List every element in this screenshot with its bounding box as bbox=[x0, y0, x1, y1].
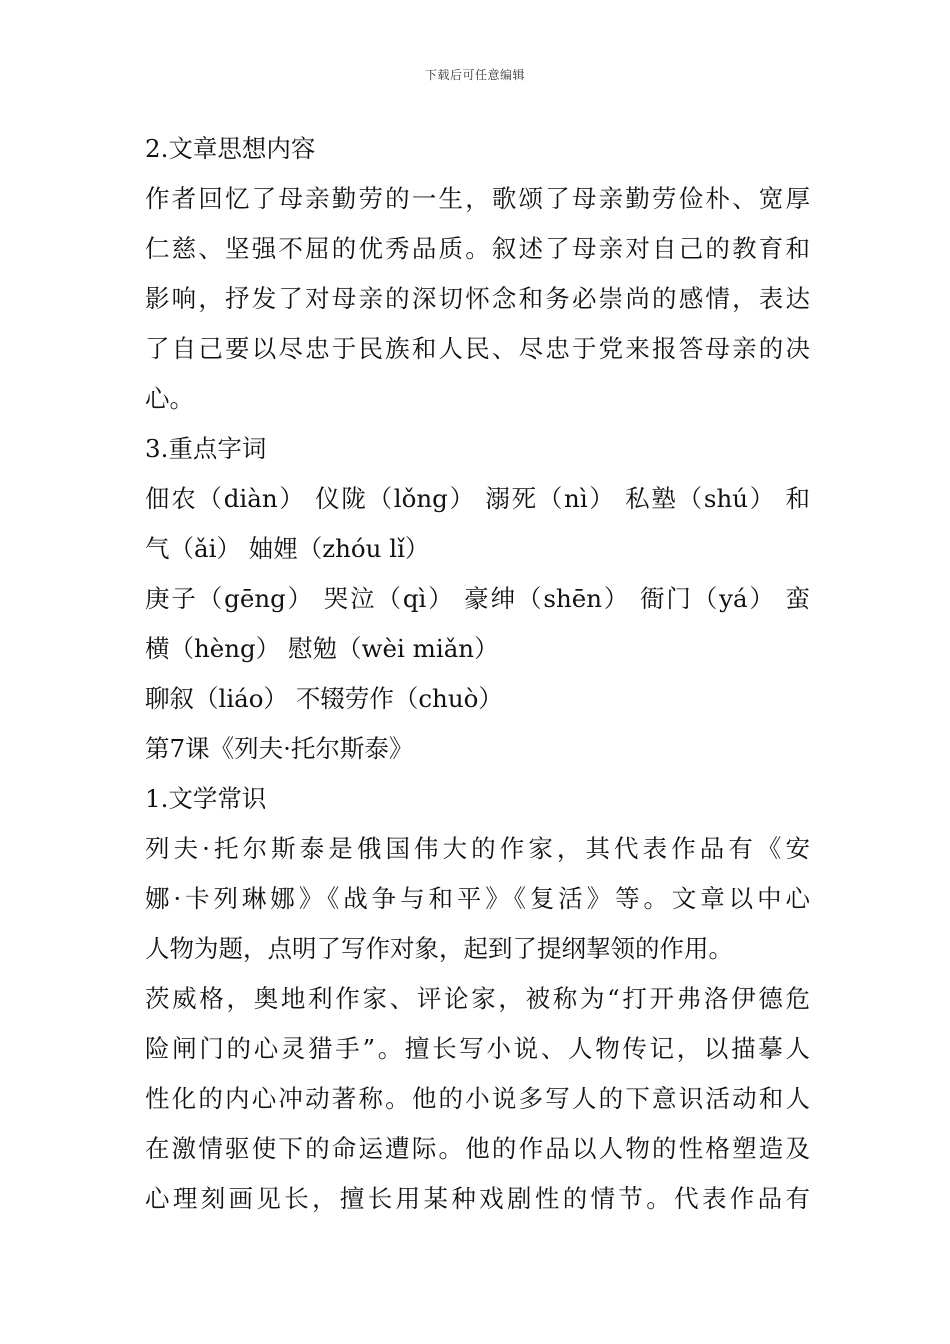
page-header: 下载后可任意编辑 bbox=[424, 68, 525, 82]
paragraph-line: 影响，抒发了对母亲的深切怀念和务必崇尚的感情，表达 bbox=[145, 284, 810, 313]
paragraph-line: 仁慈、坚强不屈的优秀品质。叙述了母亲对自己的教育和 bbox=[145, 234, 810, 263]
vocabulary-line: 聊叙（liáo） 不辍劳作（chuò） bbox=[145, 684, 503, 713]
paragraph-line: 列夫·托尔斯泰是俄国伟大的作家，其代表作品有《安 bbox=[145, 834, 810, 863]
paragraph-line: 心理刻画见长，擅长用某种戏剧性的情节。代表作品有 bbox=[145, 1184, 810, 1213]
document-body bbox=[145, 124, 810, 1224]
paragraph-line: 人物为题，点明了写作对象，起到了提纲挈领的作用。 bbox=[145, 934, 733, 963]
paragraph-line: 了自己要以尽忠于民族和人民、尽忠于党来报答母亲的决 bbox=[145, 334, 810, 363]
paragraph-line: 作者回忆了母亲勤劳的一生，歌颂了母亲勤劳俭朴、宽厚 bbox=[145, 184, 810, 213]
paragraph-line: 性化的内心冲动著称。他的小说多写人的下意识活动和人 bbox=[145, 1084, 810, 1113]
vocabulary-line: 气（ǎi） 妯娌（zhóu lǐ） bbox=[145, 534, 430, 563]
section-heading-literature: 1.文学常识 bbox=[145, 784, 267, 813]
paragraph-line: 险闸门的心灵猎手”。擅长写小说、人物传记，以描摹人 bbox=[145, 1034, 810, 1063]
vocabulary-line: 庚子（gēng） 哭泣（qì） 豪绅（shēn） 衙门（yá） 蛮 bbox=[145, 584, 810, 613]
paragraph-line: 茨威格，奥地利作家、评论家，被称为“打开弗洛伊德危 bbox=[145, 984, 810, 1013]
section-heading-content: 2.文章思想内容 bbox=[145, 134, 316, 163]
section-heading-vocabulary: 3.重点字词 bbox=[145, 434, 267, 463]
vocabulary-line: 佃农（diàn） 仪陇（lǒng） 溺死（nì） 私塾（shú） 和 bbox=[145, 484, 810, 513]
lesson-title: 第7课《列夫·托尔斯泰》 bbox=[145, 734, 414, 763]
vocabulary-line: 横（hèng） 慰勉（wèi miǎn） bbox=[145, 634, 499, 663]
paragraph-line: 在激情驱使下的命运遭际。他的作品以人物的性格塑造及 bbox=[145, 1134, 810, 1163]
paragraph-line: 心。 bbox=[145, 384, 194, 413]
paragraph-line: 娜·卡列琳娜》《战争与和平》《复活》等。文章以中心 bbox=[145, 884, 810, 913]
